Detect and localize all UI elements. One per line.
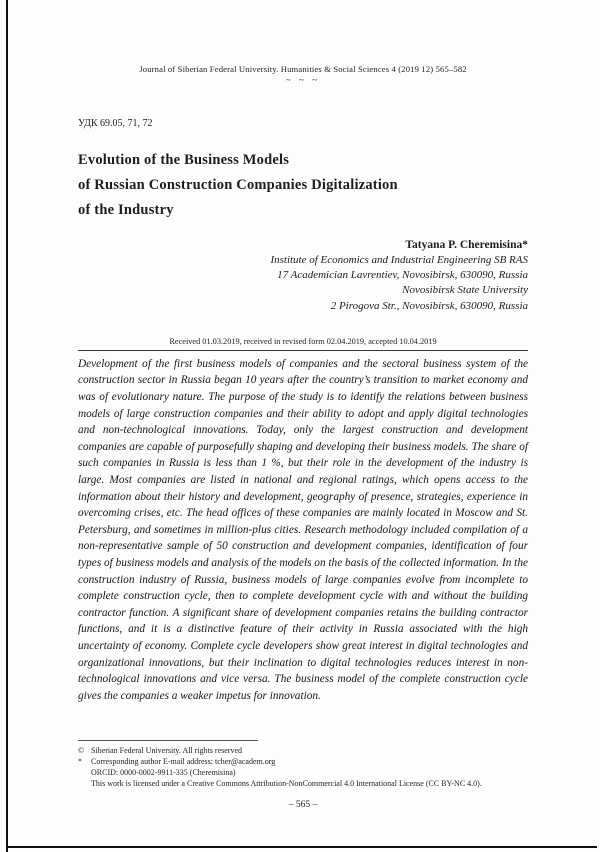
article-title (78, 148, 528, 223)
author-block (78, 237, 528, 314)
scan-artifact-bottom-edge (6, 846, 597, 848)
received-dates: Received 01.03.2019, received in revised form 02.04.2019, accepted 10.04.2019 (169, 336, 437, 346)
corresponding-author-text: Corresponding author E-mail address: tcher@academ.org (91, 757, 276, 767)
copyright-line (78, 745, 528, 756)
orcid-line: ORCID: 0000-0002-9911-335 (Cheremisina) (91, 768, 236, 778)
title-line-2: of Russian Construction Companies Digitalization (78, 177, 398, 193)
asterisk-marker: * (78, 757, 82, 767)
page-content (78, 0, 528, 810)
footnotes-block (78, 745, 528, 789)
abstract-divider-rule (78, 350, 528, 351)
title-line-1: Evolution of the Business Models (78, 152, 290, 168)
affiliation-line-2: 17 Academician Lavrentiev, Novosibirsk, 630090, Russia (277, 269, 528, 282)
affiliation-line-3: Novosibirsk State University (402, 284, 528, 297)
scan-artifact-left-edge (6, 0, 8, 852)
affiliation-line-4: 2 Pirogova Str., Novosibirsk, 630090, Russia (330, 299, 528, 312)
license-line: This work is licensed under a Creative Commons Attribution-NonCommercial 4.0 International License (CC BY-NC 4.0). (91, 779, 482, 789)
abstract-text: Development of the first business models of companies and the sectoral business system of the construction sector in Russia began 10 years after the country’s transition to market economy and was of evolutionary nature. The purpose of the study is to identify the relations between business models of large construction companies and their ability to adopt and apply digital technologies and non-technological innovations. Today, only the largest construction and development companies are capable of purposefully shaping and developing their business models. The share of such companies in Russia is less than 1 %, but their role in the development of the industry is large. Most companies are listed in national and regional ratings, which opens access to the information about their history and development, geography of presence, strategies, experience in overcoming crises, etc. The head offices of these companies are mainly located in Moscow and St. Petersburg, and sometimes in million-plus cities. Research methodology included compilation of a non-representative sample of 50 construction and development companies, identification of four types of business models and analysis of the models on the basis of the collected information. In the construction industry of Russia, business models of large companies evolve from incomplete to complete construction cycle, then to complete development cycle with and without the building contractor function. A significant share of development companies retains the building contractor functions, and it is a distinctive feature of their activity in Russia associated with the high uncertainty of economy. Complete cycle developers show great interest in digital technologies and organizational innovations, but their inclination to digital technologies reduces interest in non-technological innovations and vice versa. The business model of the complete construction cycle gives the companies a weaker impetus for innovation. (78, 357, 528, 702)
corresponding-author-line (78, 756, 528, 767)
journal-header: Journal of Siberian Federal University. Humanities & Social Sciences 4 (2019 12) 565–582 (139, 64, 467, 74)
author-name: Tatyana P. Cheremisina* (405, 239, 528, 251)
page-number: – 565 – (288, 800, 318, 811)
footnote-divider-rule (78, 740, 258, 741)
copyright-symbol: © (78, 746, 85, 756)
title-line-3: of the Industry (78, 202, 174, 218)
affiliation-line-1: Institute of Economics and Industrial Engineering SB RAS (270, 254, 528, 266)
udc-code: УДК 69.05, 71, 72 (78, 118, 153, 129)
copyright-text: Siberian Federal University. All rights reserved (91, 746, 242, 756)
tilde-divider: ~ ~ ~ (285, 75, 321, 85)
